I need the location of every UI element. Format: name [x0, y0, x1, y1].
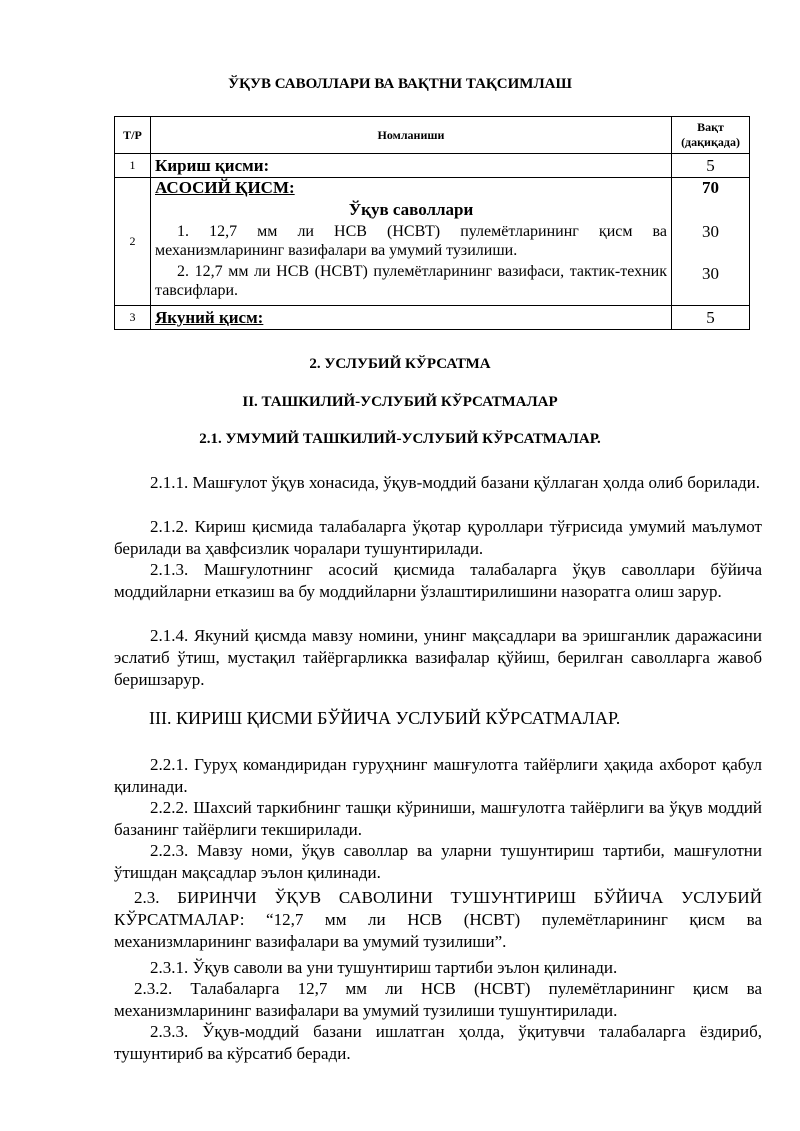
- row-subtitle: Ўқув саволлари: [348, 200, 474, 219]
- row-title: Якуний қисм:: [151, 306, 672, 330]
- section-heading: II. ТАШКИЛИЙ-УСЛУБИЙ КЎРСАТМАЛАР: [242, 394, 558, 410]
- paragraph: 2.3.2. Талабаларга 12,7 мм ли НСВ (НСВТ) пулемётларининг қисм ва механизмларининг вазифалари ва умумий тузилиши тушунтирилади.: [114, 979, 762, 1020]
- question-item: 2. 12,7 мм ли НСВ (НСВТ) пулемётларининг вазифаси, тактик-техник тавсифлари.: [155, 263, 667, 299]
- paragraph: 2.3.3. Ўқув-моддий базани ишлатган ҳолда, ўқитувчи талабаларга ёздириб, тушунтириб ва кўрсатиб беради.: [114, 1022, 762, 1063]
- paragraph: 2.1.3. Машғулотнинг асосий қисмида талабаларга ўқув саволлари бўйича моддийларни етказиш ва бу моддийларни ўзлаштирилишини назоратга олиш зарур.: [114, 560, 762, 601]
- row-title: АСОСИЙ ҚИСМ:: [155, 178, 295, 197]
- paragraph: 2.2.1. Гуруҳ командиридан гуруҳнинг машғулотга тайёрлиги ҳақида ахборот қабул қилинади.: [114, 755, 762, 796]
- paragraph: 2.1.4. Якуний қисмда мавзу номини, унинг мақсадлари ва эришганлик даражасини эслатиб ўтиш, мустақил тайёргарликка вазифалар қўйиш, берилган саволларга жавоб беришзарур.: [114, 626, 762, 689]
- row-time: 5: [672, 154, 750, 178]
- lesson-plan-table: [114, 116, 750, 330]
- row-time: 5: [672, 306, 750, 330]
- paragraph: 2.2.2. Шахсий таркибнинг ташқи кўриниши, машғулотга тайёрлиги ва ўқув моддий базанинг тайёрлиги текширилади.: [114, 798, 762, 839]
- question-time: 30: [702, 264, 719, 283]
- question-item: 1. 12,7 мм ли НСВ (НСВТ) пулемётларининг қисм ва механизмларининг вазифалари ва умумий тузилиши.: [155, 223, 667, 259]
- header-time: Вақт (дақиқада): [672, 117, 750, 154]
- paragraph: 2.1.1. Машғулот ўқув хонасида, ўқув-моддий базани қўллаган ҳолда олиб борилади.: [150, 473, 761, 492]
- section-heading: 2.1. УМУМИЙ ТАШКИЛИЙ-УСЛУБИЙ КЎРСАТМАЛАР.: [199, 431, 601, 447]
- header-num: Т/Р: [115, 117, 151, 154]
- row-number: 3: [115, 306, 151, 330]
- section-heading: III. КИРИШ ҚИСМИ БЎЙИЧА УСЛУБИЙ КЎРСАТМАЛАР.: [149, 708, 621, 728]
- row-title: Кириш қисми:: [151, 154, 672, 178]
- row-time: 70: [702, 178, 719, 197]
- question-time: 30: [702, 222, 719, 241]
- row-time-cell: [672, 178, 750, 306]
- table-row: [115, 306, 750, 330]
- table-row: [115, 154, 750, 178]
- paragraph: 2.3.1. Ўқув саволи ва уни тушунтириш тартиби эълон қилинади.: [150, 958, 618, 977]
- row-number: 1: [115, 154, 151, 178]
- table-header-row: [115, 117, 750, 154]
- paragraph: 2.2.3. Мавзу номи, ўқув саволлар ва уларни тушунтириш тартиби, машғулотни ўтишдан мақсадлар эълон қилинади.: [114, 841, 762, 882]
- page-title: ЎҚУВ САВОЛЛАРИ ВА ВАҚТНИ ТАҚСИМЛАШ: [228, 76, 572, 92]
- table-row: [115, 178, 750, 306]
- section-heading: 2.3. БИРИНЧИ ЎҚУВ САВОЛИНИ ТУШУНТИРИШ БЎЙИЧА УСЛУБИЙ КЎРСАТМАЛАР: “12,7 мм ли НСВ (НСВТ) пулемётларининг қисм ва механизмларининг вазифалари ва умумий тузилиши”.: [114, 888, 762, 951]
- paragraph: 2.1.2. Кириш қисмида талабаларга ўқотар қуроллари тўғрисида умумий маълумот берилади ва ҳавфсизлик чоралари тушунтирилади.: [114, 517, 762, 558]
- section-heading: 2. УСЛУБИЙ КЎРСАТМА: [309, 356, 491, 372]
- header-name: Номланиши: [151, 117, 672, 154]
- row-main-part: [151, 178, 672, 306]
- row-number: 2: [115, 178, 151, 306]
